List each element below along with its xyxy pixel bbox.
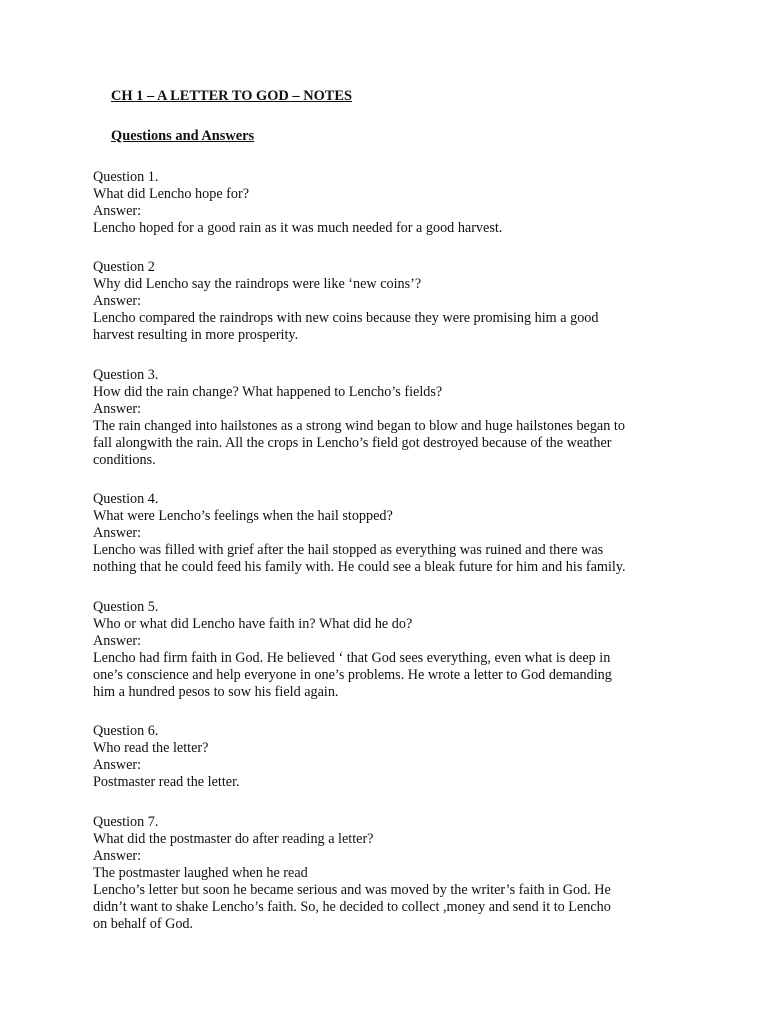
page-title: CH 1 – A LETTER TO GOD – NOTES (111, 88, 352, 104)
question-label: Question 1. (93, 169, 159, 185)
question-label: Question 2 (93, 259, 155, 275)
answer-label: Answer: (93, 525, 142, 541)
question-label: Question 7. (93, 814, 159, 830)
answer-text: The postmaster laughed when he read Lencho’s letter but soon he became serious and was moved by the writer’s faith in God. He didn’t want to shake Lencho’s faith. So, he decided to collect ,money and send it to Lencho on behalf of God. (93, 865, 611, 932)
qa-block-4 (93, 491, 693, 576)
answer-label: Answer: (93, 203, 142, 219)
qa-block-1 (93, 169, 693, 237)
answer-label: Answer: (93, 401, 142, 417)
question-text: How did the rain change? What happened to Lencho’s fields? (93, 384, 443, 400)
question-text: Why did Lencho say the raindrops were like ‘new coins’? (93, 276, 422, 292)
question-text: Who read the letter? (93, 740, 209, 756)
qa-block-2 (93, 259, 693, 344)
qa-block-6 (93, 723, 693, 791)
question-label: Question 4. (93, 491, 159, 507)
question-text: What did Lencho hope for? (93, 186, 250, 202)
qa-block-3 (93, 367, 693, 469)
question-label: Question 6. (93, 723, 159, 739)
answer-text: Lencho compared the raindrops with new coins because they were promising him a good harvest resulting in more prosperity. (93, 310, 599, 343)
section-heading: Questions and Answers (111, 128, 255, 144)
qa-block-7 (93, 814, 693, 933)
answer-text: Lencho was filled with grief after the hail stopped as everything was ruined and there was nothing that he could feed his family with. He could see a bleak future for him and his family. (93, 542, 626, 575)
question-label: Question 5. (93, 599, 159, 615)
question-text: What were Lencho’s feelings when the hail stopped? (93, 508, 393, 524)
answer-text: Postmaster read the letter. (93, 774, 240, 790)
question-label: Question 3. (93, 367, 159, 383)
answer-label: Answer: (93, 633, 142, 649)
question-text: Who or what did Lencho have faith in? What did he do? (93, 616, 413, 632)
answer-text: Lencho hoped for a good rain as it was much needed for a good harvest. (93, 220, 503, 236)
qa-block-5 (93, 599, 693, 701)
answer-label: Answer: (93, 848, 142, 864)
question-text: What did the postmaster do after reading a letter? (93, 831, 374, 847)
answer-label: Answer: (93, 293, 142, 309)
answer-text: The rain changed into hailstones as a strong wind began to blow and huge hailstones began to fall alongwith the rain. All the crops in Lencho’s field got destroyed because of the weather conditions. (93, 418, 625, 468)
answer-label: Answer: (93, 757, 142, 773)
answer-text: Lencho had firm faith in God. He believed ‘ that God sees everything, even what is deep in one’s conscience and help everyone in one’s problems. He wrote a letter to God demanding him a hundred pesos to sow his field again. (93, 650, 612, 700)
